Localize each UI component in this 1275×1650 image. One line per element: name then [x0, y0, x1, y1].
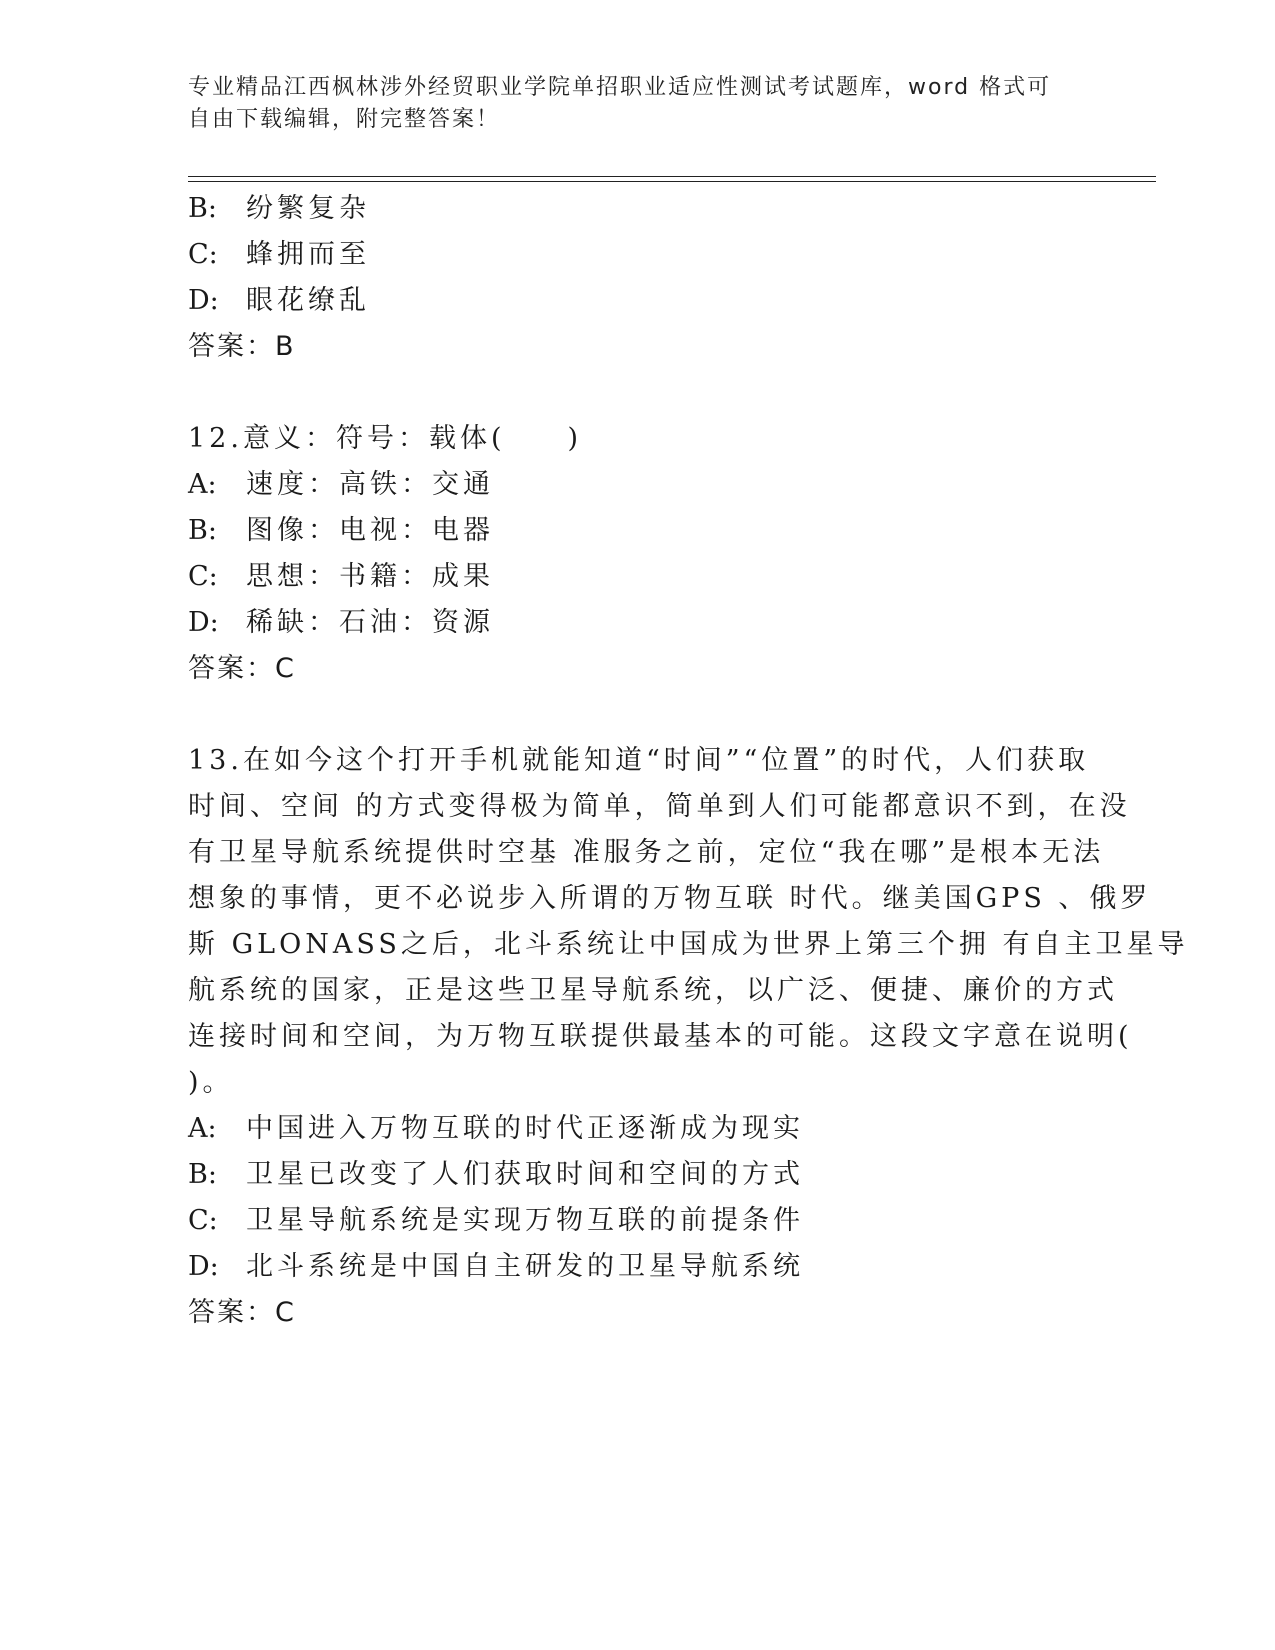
option-key: C:: [188, 1205, 218, 1236]
q13-option-b: [188, 1152, 804, 1198]
q11-option-b: [188, 186, 370, 232]
q13-stem-line: 航系统的国家，正是这些卫星导航系统，以广泛、便捷、廉价的方式: [188, 975, 1118, 1006]
q13-stem: [188, 738, 1189, 1106]
option-text: 卫星已改变了人们获取时间和空间的方式: [246, 1159, 804, 1190]
option-text: 稀缺：石油：资源: [246, 607, 494, 638]
q13-stem-line: 连接时间和空间，为万物互联提供最基本的可能。这段文字意在说明(: [188, 1021, 1133, 1052]
q12-option-c: [188, 554, 494, 600]
option-key: C:: [188, 239, 218, 270]
option-key: A:: [188, 469, 217, 500]
option-text: 思想：书籍：成果: [246, 561, 494, 592]
document-header: [188, 72, 1068, 136]
option-text: 图像：电视：电器: [246, 515, 494, 546]
option-text: 北斗系统是中国自主研发的卫星导航系统: [246, 1251, 804, 1282]
option-key: C:: [188, 561, 218, 592]
q12-answer: 答案：C: [188, 653, 296, 684]
q13-option-d: [188, 1244, 804, 1290]
header-rule-bottom: [188, 181, 1156, 182]
q13-stem-line: 斯 GLONASS之后，北斗系统让中国成为世界上第三个拥 有自主卫星导: [188, 929, 1189, 960]
q12-option-d: [188, 600, 494, 646]
q13-stem-line: 时间、空间 的方式变得极为简单，简单到人们可能都意识不到，在没: [188, 791, 1131, 822]
header-line-2: 自由下载编辑，附完整答案！: [188, 107, 501, 132]
option-text: 蜂拥而至: [246, 239, 370, 270]
q12-option-a: [188, 462, 494, 508]
q13-option-c: [188, 1198, 804, 1244]
q11-option-c: [188, 232, 370, 278]
option-key: B:: [188, 193, 217, 224]
q13-stem-line: 13.在如今这个打开手机就能知道“时间”“位置”的时代，人们获取: [188, 745, 1090, 776]
option-text: 速度：高铁：交通: [246, 469, 494, 500]
option-key: D:: [188, 285, 219, 316]
q13-stem-line: 想象的事情，更不必说步入所谓的万物互联 时代。继美国GPS 、俄罗: [188, 883, 1152, 914]
q12-option-b: [188, 508, 494, 554]
header-line-1: 专业精品江西枫林涉外经贸职业学院单招职业适应性测试考试题库，word 格式可: [188, 75, 1052, 100]
q13-option-a: [188, 1106, 804, 1152]
option-key: D:: [188, 1251, 219, 1282]
q12-stem: 12.意义：符号：载体( ): [188, 423, 583, 454]
q13-answer: 答案：C: [188, 1297, 296, 1328]
q13-stem-line: 有卫星导航系统提供时空基 准服务之前，定位“我在哪”是根本无法: [188, 837, 1105, 868]
q11-answer: 答案：B: [188, 331, 296, 362]
q11-option-d: [188, 278, 370, 324]
header-rule-top: [188, 176, 1156, 177]
option-text: 纷繁复杂: [246, 193, 370, 224]
option-key: B:: [188, 1159, 217, 1190]
q13-stem-line: )。: [188, 1067, 234, 1098]
option-text: 中国进入万物互联的时代正逐渐成为现实: [246, 1113, 804, 1144]
option-key: A:: [188, 1113, 217, 1144]
option-key: B:: [188, 515, 217, 546]
option-text: 卫星导航系统是实现万物互联的前提条件: [246, 1205, 804, 1236]
option-key: D:: [188, 607, 219, 638]
option-text: 眼花缭乱: [246, 285, 370, 316]
